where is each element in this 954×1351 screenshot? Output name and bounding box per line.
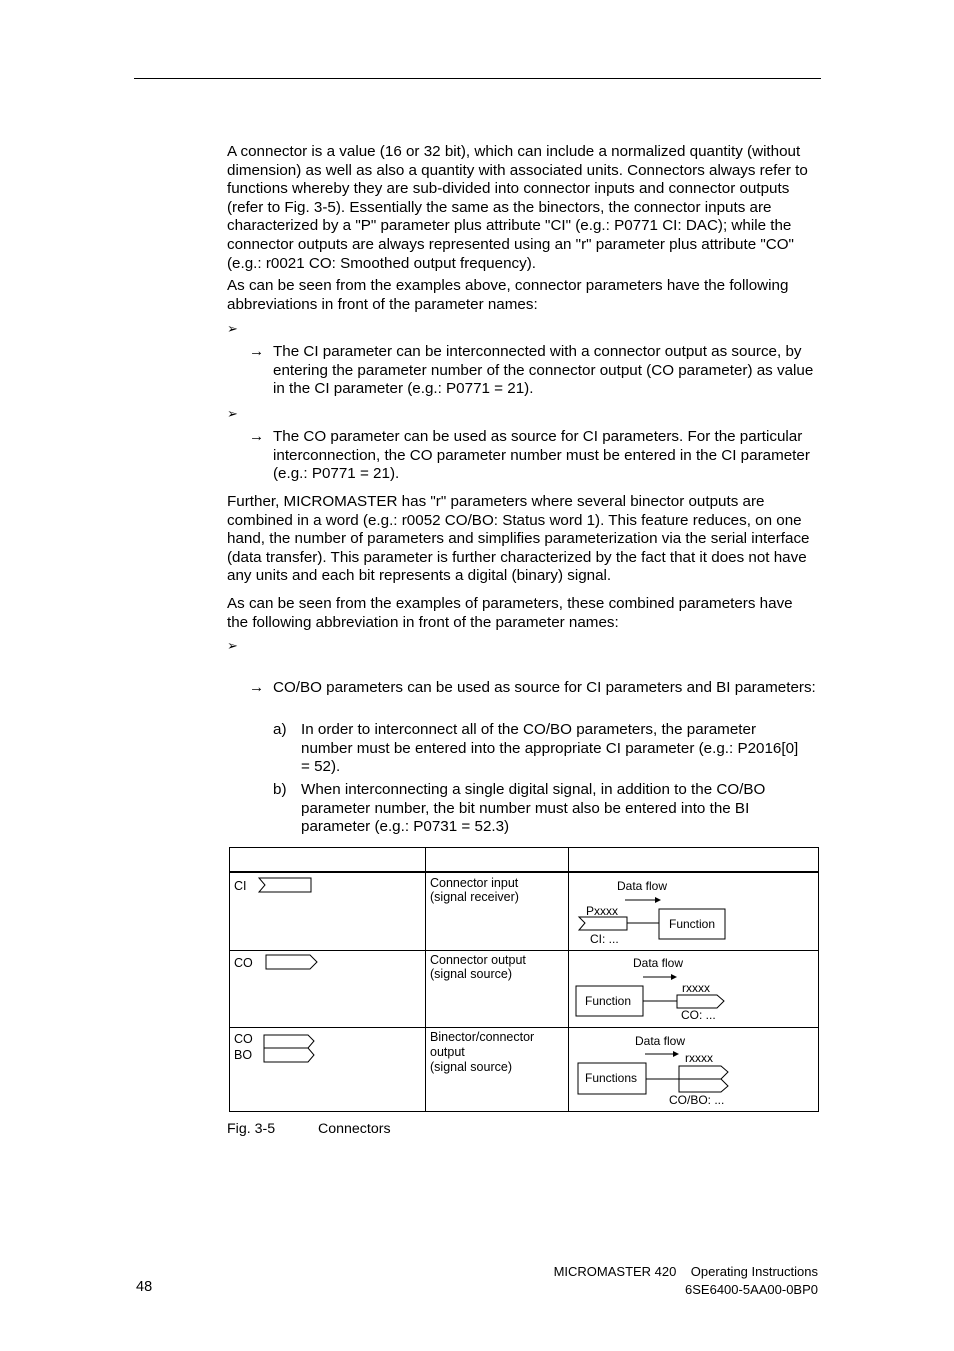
row-co-desc-line1: Connector output — [430, 953, 526, 967]
cobo-flow-label: Data flow — [635, 1034, 686, 1048]
row-co-abbr: CO — [234, 956, 253, 970]
row-ci-desc-line1: Connector input — [430, 876, 519, 890]
figure-number: Fig. 3-5 — [227, 1121, 276, 1137]
item-b-label: b) — [273, 781, 287, 798]
co-param-label: rxxxx — [682, 981, 710, 995]
ci-input-symbol-icon — [579, 917, 627, 930]
cobo-symbol-icon — [262, 1031, 322, 1067]
ci-attr-label: CI: ... — [590, 932, 619, 946]
ci-function-label: Function — [669, 917, 716, 931]
header-rule — [134, 78, 821, 79]
row-ci-desc-line2: (signal receiver) — [430, 890, 519, 904]
cobo-description: CO/BO parameters can be used as source for CI parameters and BI parameters: — [273, 679, 816, 696]
ci-flow-arrowhead-icon — [655, 897, 661, 903]
arrow-ci: → — [249, 343, 265, 360]
item-a-label: a) — [273, 721, 287, 738]
ci-description: The CI parameter can be interconnected with a connector output as source, by entering the parameter number of the connector output (CO parameter) as value in the CI parameter (e.g.: P0771 = 21). — [273, 343, 814, 398]
row-ci-abbr: CI — [234, 879, 247, 893]
co-output-symbol-icon — [677, 995, 724, 1008]
footer-doc-number: 6SE6400-5AA00-0BP0 — [685, 1282, 818, 1297]
co-description: The CO parameter can be used as source for CI parameters. For the particular interconnection, the CO parameter number must be entered in the CI parameter (e.g.: P0771 = 21). — [273, 428, 810, 483]
arrow-cobo: → — [249, 679, 265, 696]
ci-flow-label: Data flow — [617, 879, 668, 893]
row-cobo-desc-line1: Binector/connector — [430, 1030, 535, 1044]
footer-doc-title: MICROMASTER 420 Operating Instructions — [553, 1264, 818, 1279]
table-column-divider — [425, 847, 426, 1112]
row-co-desc-line2: (signal source) — [430, 967, 512, 981]
table-border-bottom — [229, 1111, 819, 1112]
co-symbol-icon — [262, 951, 322, 973]
paragraph-abbreviations-intro: As can be seen from the examples above, connector parameters have the following abbreviations in front of the parameter names: — [227, 277, 789, 313]
paragraph-combined-word: Further, MICROMASTER has "r" parameters where several binector outputs are combined in a word (e.g.: r0052 CO/BO: Status word 1). This feature reduces, on one hand, the number of parameters and simplifies parameterization via the serial interface (data transfer). This parameter is further characterized by the fact that it does not have any units and each bit represents a digital (binary) signal. — [227, 493, 810, 585]
figure-title: Connectors — [318, 1121, 391, 1137]
ci-dataflow-diagram — [569, 873, 818, 950]
row-cobo-desc-line3: (signal source) — [430, 1060, 512, 1074]
row-cobo-abbr-line2: BO — [234, 1048, 253, 1062]
cobo-dataflow-diagram — [569, 1028, 818, 1111]
co-dataflow-diagram — [569, 951, 818, 1027]
cobo-function-label: Functions — [585, 1071, 638, 1085]
row-cobo-desc-line2: output — [430, 1045, 465, 1059]
co-flow-label: Data flow — [633, 956, 684, 970]
page-number: 48 — [136, 1279, 153, 1295]
paragraph-connector-definition: A connector is a value (16 or 32 bit), which can include a normalized quantity (without dimension) as well as also a quantity with associated units. Connectors always refer to functions whereby they are sub-divided into connector inputs and connector outputs (refer to Fig. 3-5). Essentially the same as the binectors, the connector inputs are characterized by a "P" parameter plus attribute "CI" (e.g.: P0771 CI: DAC); while the connector outputs are always represented using an "r" parameter plus attribute "CO" (e.g.: r0021 CO: Smoothed output frequency). — [227, 143, 808, 272]
table-border-right — [818, 847, 819, 1112]
table-border-top — [229, 847, 819, 848]
item-b-text: When interconnecting a single digital signal, in addition to the CO/BO parameter number, the bit number must also be entered into the BI parameter (e.g.: P0731 = 52.3) — [301, 781, 766, 836]
bullet-co: ➢ — [227, 406, 238, 421]
cobo-output-symbol-top-icon — [679, 1066, 728, 1079]
bullet-ci: ➢ — [227, 321, 238, 336]
item-a-text: In order to interconnect all of the CO/BO parameters, the parameter number must be entered into the appropriate CI parameter (e.g.: P2016[0] = 52). — [301, 721, 799, 776]
co-flow-arrowhead-icon — [671, 974, 677, 980]
co-attr-label: CO: ... — [681, 1008, 716, 1022]
ci-symbol-icon — [255, 874, 315, 896]
bullet-cobo: ➢ — [227, 638, 238, 653]
cobo-param-label: rxxxx — [685, 1051, 713, 1065]
cobo-flow-arrowhead-icon — [673, 1051, 679, 1057]
arrow-co: → — [249, 428, 265, 445]
table-border-left — [229, 847, 230, 1112]
co-function-label: Function — [585, 994, 632, 1008]
paragraph-combined-abbreviation: As can be seen from the examples of parameters, these combined parameters have the following abbreviation in front of the parameter names: — [227, 595, 793, 631]
cobo-output-symbol-bottom-icon — [679, 1079, 728, 1092]
cobo-attr-label: CO/BO: ... — [669, 1093, 725, 1107]
ci-param-label: Pxxxx — [586, 904, 619, 918]
row-cobo-abbr-line1: CO — [234, 1032, 253, 1046]
